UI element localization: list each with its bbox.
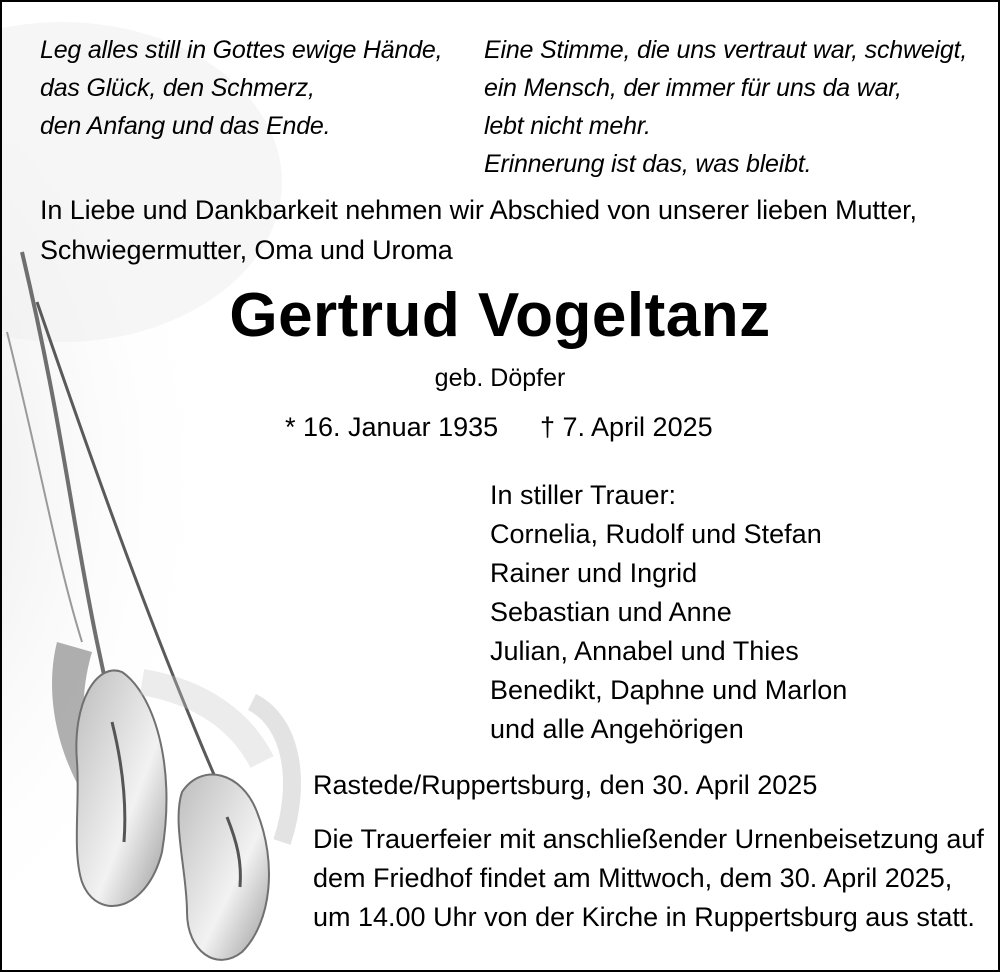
poem-left-line: den Anfang und das Ende. (40, 112, 331, 140)
ceremony-line: dem Friedhof findet am Mittwoch, dem 30. April 2025, (313, 863, 953, 893)
deceased-name: Gertrud Vogeltanz (229, 281, 771, 350)
mourner-line: Julian, Annabel und Thies (490, 636, 799, 666)
mourner-line: Sebastian und Anne (490, 597, 732, 627)
poem-right-line: ein Mensch, der immer für uns da war, (484, 74, 902, 102)
intro-line: Schwiegermutter, Oma und Uroma (40, 235, 453, 265)
poem-left-line: das Glück, den Schmerz, (40, 74, 315, 102)
maiden-name: geb. Döpfer (434, 364, 566, 392)
mourners-list (490, 476, 847, 749)
poem-left (40, 31, 442, 145)
intro-line: In Liebe und Dankbarkeit nehmen wir Abschied von unserer lieben Mutter, (40, 195, 917, 225)
death-date: † 7. April 2025 (540, 412, 713, 442)
poem-right-line: Eine Stimme, die uns vertraut war, schweigt, (484, 36, 968, 64)
poem-right-line: Erinnerung ist das, was bleibt. (484, 150, 812, 178)
mourners-heading: In stiller Trauer: (490, 480, 677, 510)
birth-date: * 16. Januar 1935 (285, 412, 499, 442)
place-and-date: Rastede/Ruppertsburg, den 30. April 2025 (313, 770, 818, 800)
intro-text (40, 190, 917, 270)
mourner-line: Rainer und Ingrid (490, 558, 698, 588)
poem-right-line: lebt nicht mehr. (484, 112, 651, 140)
ceremony-line: um 14.00 Uhr von der Kirche in Ruppertsburg aus statt. (313, 902, 975, 932)
poem-right (484, 31, 967, 183)
poem-left-line: Leg alles still in Gottes ewige Hände, (40, 36, 443, 64)
mourner-line: und alle Angehörigen (490, 714, 744, 744)
mourner-line: Benedikt, Daphne und Marlon (490, 675, 848, 705)
ceremony-info (313, 820, 984, 937)
mourner-line: Cornelia, Rudolf und Stefan (490, 519, 822, 549)
ceremony-line: Die Trauerfeier mit anschließender Urnenbeisetzung auf (313, 824, 984, 854)
